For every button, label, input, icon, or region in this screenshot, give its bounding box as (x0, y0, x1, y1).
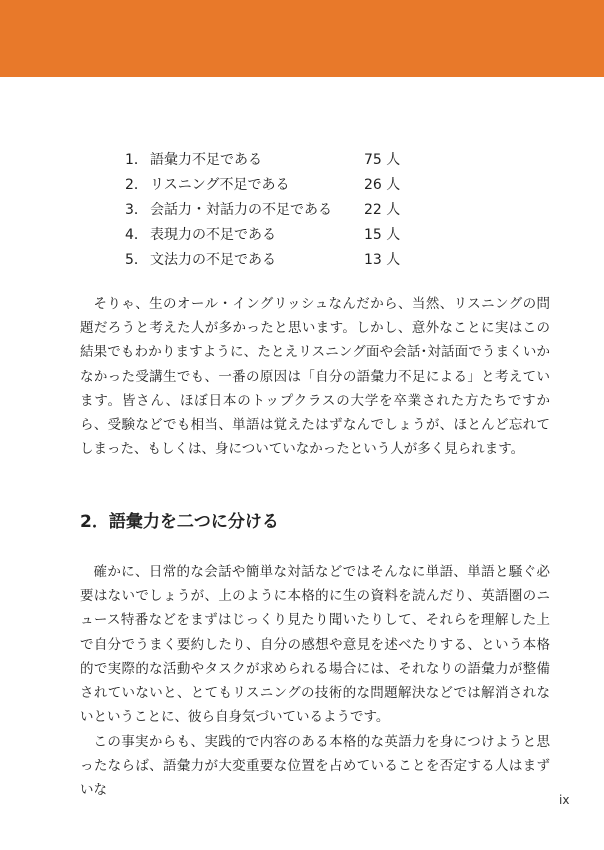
survey-item-label: 文法力の不足である (150, 252, 276, 268)
survey-result-list (0, 148, 604, 273)
survey-item-count: 22 人 (364, 202, 401, 218)
survey-item (0, 173, 604, 198)
survey-item-label: 会話力・対話力の不足である (150, 202, 332, 218)
survey-item-count: 26 人 (364, 177, 401, 193)
survey-item (0, 248, 604, 273)
survey-item-count: 13 人 (364, 252, 401, 268)
survey-item-number: 3． (125, 202, 148, 218)
body-paragraph: そりゃ、生のオール・イングリッシュなんだから、当然、リスニングの問題だろうと考えた人が多かったと思います。しかし、意外なことに実はこの結果でもわかりますように、たとえリスニング面や会話･対話面でうまくいかなかった受講生でも、一番の原因は「自分の語彙力不足による」と考えています。皆さん、ほぼ日本のトップクラスの大学を卒業された方たちですから、受験などでも相当、単語は覚えたはずなんでしょうが、ほとんど忘れてしまった、もしくは、身についていなかったという人が多く見られます。 (80, 296, 550, 458)
body-paragraph: この事実からも、実践的で内容のある本格的な英語力を身につけようと思ったならば、語彙力が大変重要な位置を占めていることを否定する人はまずいな (80, 734, 550, 799)
survey-item-label: 語彙力不足である (150, 152, 262, 168)
survey-item-count: 75 人 (364, 152, 401, 168)
survey-item-count: 15 人 (364, 227, 401, 243)
survey-item-label: リスニング不足である (150, 177, 290, 193)
header-color-band (0, 0, 604, 77)
survey-item-number: 2． (125, 177, 148, 193)
survey-item (0, 198, 604, 223)
survey-item-label: 表現力の不足である (150, 227, 276, 243)
survey-item (0, 223, 604, 248)
survey-item-number: 1． (125, 152, 148, 168)
survey-item-number: 5． (125, 252, 148, 268)
page-number: ix (559, 793, 570, 807)
section-heading: 2．語彙力を二つに分ける (80, 512, 279, 532)
survey-item (0, 148, 604, 173)
body-paragraph: 確かに、日常的な会話や簡単な対話などではそんなに単語、単語と騒ぐ必要はないでしょうが、上のように本格的に生の資料を読んだり、英語圏のニュース特番などをまずはじっくり見たり聞いたりして、それらを理解した上で自分でうまく要約したり、自分の感想や意見を述べたりする、という本格的で実際的な活動やタスクが求められる場合には、それなりの語彙力が整備されていないと、とてもリスニングの技術的な問題解決などでは解消されないということに、彼ら自身気づいているようです。 (80, 564, 550, 726)
survey-item-number: 4． (125, 227, 148, 243)
